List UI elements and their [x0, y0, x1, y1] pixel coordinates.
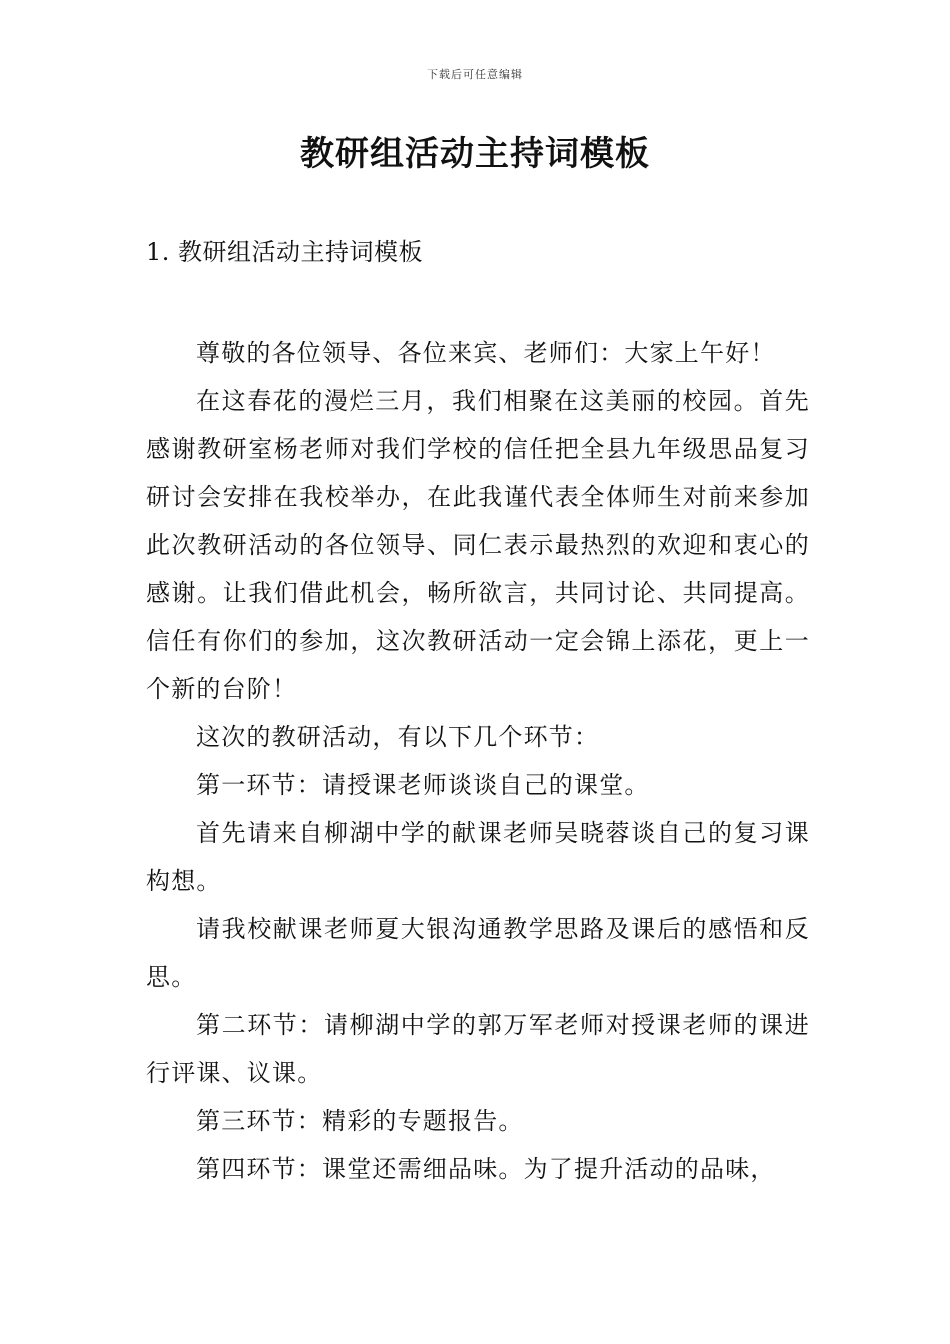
- paragraph-greeting: 尊敬的各位领导、各位来宾、老师们：大家上午好！: [196, 339, 776, 367]
- paragraph-step-three: 第三环节：精彩的专题报告。: [196, 1107, 524, 1135]
- paragraph-step-one: 第一环节：请授课老师谈谈自己的课堂。: [196, 771, 650, 799]
- paragraph-step-two: 第二环节：请柳湖中学的郭万军老师对授课老师的课进行评课、议课。: [146, 1011, 810, 1087]
- paragraph-step-one-detail-b: 请我校献课老师夏大银沟通教学思路及课后的感悟和反思。: [146, 915, 810, 991]
- paragraph-welcome: 在这春花的漫烂三月，我们相聚在这美丽的校园。首先感谢教研室杨老师对我们学校的信任把全县九年级思品复习研讨会安排在我校举办，在此我谨代表全体师生对前来参加此次教研活动的各位领导、同仁表示最热烈的欢迎和衷心的感谢。让我们借此机会，畅所欲言，共同讨论、共同提高。信任有你们的参加，这次教研活动一定会锦上添花，更上一个新的台阶！: [146, 387, 810, 703]
- document-body: [146, 329, 810, 1193]
- paragraph-step-one-detail-a: 首先请来自柳湖中学的献课老师吴晓蓉谈自己的复习课构想。: [146, 819, 810, 895]
- section-heading: 1. 教研组活动主持词模板: [146, 238, 424, 266]
- page-header-note: 下载后可任意编辑: [427, 68, 523, 81]
- document-title: 教研组活动主持词模板: [300, 134, 650, 174]
- paragraph-agenda-intro: 这次的教研活动，有以下几个环节：: [196, 723, 600, 751]
- paragraph-step-four: 第四环节：课堂还需细品味。为了提升活动的品味，: [196, 1155, 776, 1183]
